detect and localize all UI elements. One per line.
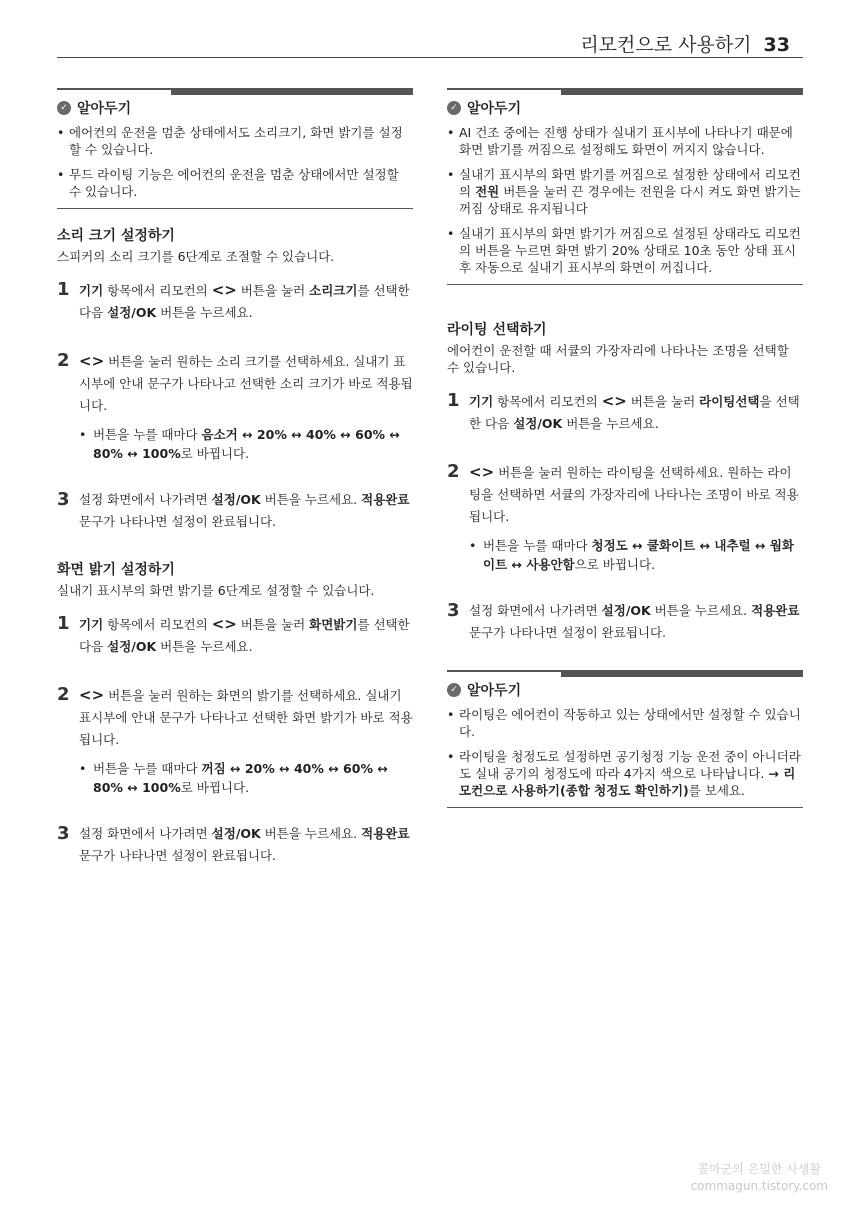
step-number: 1 (57, 279, 70, 300)
check-icon: ✓ (447, 683, 461, 697)
note-list (57, 124, 413, 200)
step: 1 기기 항목에서 리모컨의 <> 버튼을 눌러 소리크기를 선택한 다음 설정/OK 버튼을 누르세요. (57, 279, 413, 324)
section-title: 라이팅 선택하기 (447, 322, 547, 338)
step: 3 설정 화면에서 나가려면 설정/OK 버튼을 누르세요. 적용완료 문구가 나타나면 설정이 완료됩니다. (57, 489, 413, 533)
section-desc: 스피커의 소리 크기를 6단계로 조절할 수 있습니다. (57, 249, 335, 264)
watermark-line: 콤마군의 은밀한 사생활 (697, 1162, 822, 1176)
sub-item: • 버튼을 누를 때마다 음소거 ↔ 20% ↔ 40% ↔ 60% ↔ 80% ↔ 100%로 바뀝니다. (79, 425, 413, 463)
list-item: • 에어컨의 운전을 멈춘 상태에서도 소리크기, 화면 밝기를 설정할 수 있습니다. (57, 124, 413, 158)
note-title: 알아두기 (467, 683, 522, 699)
sub-item: • 버튼을 누를 때마다 꺼짐 ↔ 20% ↔ 40% ↔ 60% ↔ 80% ↔ 100%로 바뀝니다. (79, 759, 413, 797)
watermark (691, 1161, 828, 1195)
section-desc: 실내기 표시부의 화면 밝기를 6단계로 설정할 수 있습니다. (57, 583, 375, 598)
step: 2 <> 버튼을 눌러 원하는 라이팅을 선택하세요. 원하는 라이팅을 선택하면 서큘의 가장자리에 나타나는 조명이 바로 적용됩니다. • 버튼을 누를 때마다 청정도 ↔ 쿨화이트 ↔ 내추럴 ↔ 웜화이트 ↔ 사용안함으로 바뀝니다. (447, 461, 803, 574)
arrow-buttons-icon: <> (469, 463, 495, 481)
list-item: • 실내기 표시부의 화면 밝기가 꺼짐으로 설정된 상태라도 리모컨의 버튼을 누르면 화면 밝기 20% 상태로 10초 동안 상태 표시 후 자동으로 실내기 표시부의 화면이 꺼집니다. (447, 225, 803, 276)
note-box (447, 670, 803, 808)
note-list (447, 706, 803, 799)
step-number: 2 (57, 350, 70, 371)
note-title: 알아두기 (77, 101, 132, 117)
step: 1 기기 항목에서 리모컨의 <> 버튼을 눌러 라이팅선택을 선택한 다음 설정/OK 버튼을 누르세요. (447, 390, 803, 435)
header-title: 리모컨으로 사용하기 (580, 34, 752, 56)
check-icon: ✓ (57, 101, 71, 115)
step-number: 3 (57, 489, 70, 510)
check-icon: ✓ (447, 101, 461, 115)
list-item: • 라이팅은 에어컨이 작동하고 있는 상태에서만 설정할 수 있습니다. (447, 706, 803, 740)
step-number: 3 (447, 600, 460, 621)
step: 3 설정 화면에서 나가려면 설정/OK 버튼을 누르세요. 적용완료 문구가 나타나면 설정이 완료됩니다. (57, 823, 413, 867)
step: 3 설정 화면에서 나가려면 설정/OK 버튼을 누르세요. 적용완료 문구가 나타나면 설정이 완료됩니다. (447, 600, 803, 644)
note-list (447, 124, 803, 276)
step-number: 1 (447, 390, 460, 411)
left-column (57, 88, 413, 893)
list-item: • 무드 라이팅 기능은 에어컨의 운전을 멈춘 상태에서만 설정할 수 있습니다. (57, 166, 413, 200)
page-number: 33 (763, 34, 790, 56)
section-title: 화면 밝기 설정하기 (57, 562, 175, 578)
step-number: 2 (57, 684, 70, 705)
arrow-buttons-icon: <> (601, 392, 627, 410)
page-header (580, 30, 790, 57)
step: 2 <> 버튼을 눌러 원하는 화면의 밝기를 선택하세요. 실내기 표시부에 안내 문구가 나타나고 선택한 화면 밝기가 바로 적용됩니다. • 버튼을 누를 때마다 꺼짐 ↔ 20% ↔ 40% ↔ 60% ↔ 80% ↔ 100%로 바뀝니다. (57, 684, 413, 797)
arrow-buttons-icon: <> (79, 686, 105, 704)
arrow-buttons-icon: <> (79, 352, 105, 370)
step: 2 <> 버튼을 눌러 원하는 소리 크기를 선택하세요. 실내기 표시부에 안내 문구가 나타나고 선택한 소리 크기가 바로 적용됩니다. • 버튼을 누를 때마다 음소거 ↔ 20% ↔ 40% ↔ 60% ↔ 80% ↔ 100%로 바뀝니다. (57, 350, 413, 463)
right-column (447, 88, 803, 808)
step-number: 3 (57, 823, 70, 844)
step: 1 기기 항목에서 리모컨의 <> 버튼을 눌러 화면밝기를 선택한 다음 설정/OK 버튼을 누르세요. (57, 613, 413, 658)
list-item: • 실내기 표시부의 화면 밝기를 꺼짐으로 설정한 상태에서 리모컨의 전원 버튼을 눌러 끈 경우에는 전원을 다시 켜도 화면 밝기는 꺼짐 상태로 유지됩니다 (447, 166, 803, 217)
note-title: 알아두기 (467, 101, 522, 117)
note-box (447, 88, 803, 285)
arrow-buttons-icon: <> (211, 281, 237, 299)
header-divider (57, 57, 803, 58)
arrow-buttons-icon: <> (211, 615, 237, 633)
note-box (57, 88, 413, 209)
list-item: • AI 건조 중에는 진행 상태가 실내기 표시부에 나타나기 때문에 화면 밝기를 꺼짐으로 설정해도 화면이 꺼지지 않습니다. (447, 124, 803, 158)
step-number: 1 (57, 613, 70, 634)
section-title: 소리 크기 설정하기 (57, 228, 175, 244)
list-item: • 라이팅을 청정도로 설정하면 공기청정 기능 운전 중이 아니더라도 실내 공기의 청정도에 따라 4가지 색으로 나타납니다. → 리모컨으로 사용하기(종합 청정도 확인하기)를 보세요. (447, 748, 803, 799)
watermark-line: commagun.tistory.com (690, 1179, 828, 1193)
section-desc: 에어컨이 운전할 때 서큘의 가장자리에 나타나는 조명을 선택할 수 있습니다. (447, 343, 789, 375)
step-number: 2 (447, 461, 460, 482)
sub-item: • 버튼을 누를 때마다 청정도 ↔ 쿨화이트 ↔ 내추럴 ↔ 웜화이트 ↔ 사용안함으로 바뀝니다. (469, 536, 803, 574)
